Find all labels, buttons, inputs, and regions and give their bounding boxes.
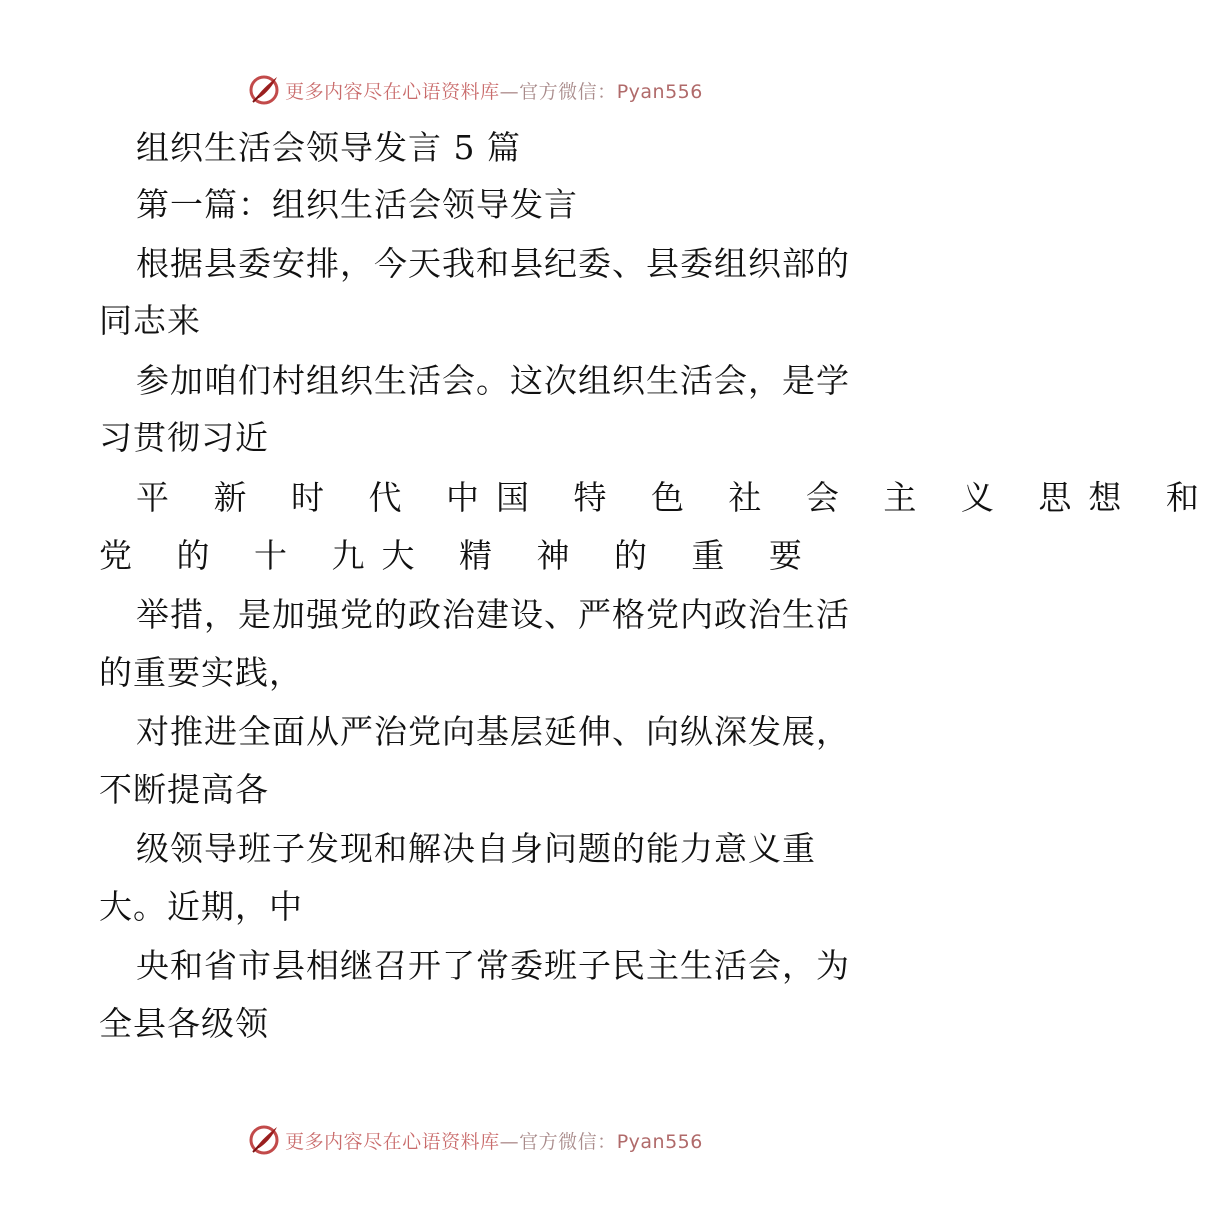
paragraph-line: 党 的 十 九大 精 神 的 重 要 (99, 536, 819, 575)
footer-banner (0, 1120, 950, 1160)
paragraph-line: 同志来 (99, 301, 201, 340)
paragraph-line: 对推进全面从严治党向基层延伸、向纵深发展， (136, 712, 850, 751)
banner-official: 官方微信： (519, 1130, 617, 1153)
paragraph-line: 举措，是加强党的政治建设、严格党内政治生活 (136, 595, 850, 634)
paragraph-line: 参加咱们村组织生活会。这次组织生活会，是学 (136, 361, 850, 400)
paragraph-line: 央和省市县相继召开了常委班子民主生活会，为 (136, 946, 850, 985)
paragraph-line: 平 新 时 代 中国 特 色 社 会 主 义 思想 和 (136, 478, 1216, 517)
banner-wechat-id: Pyan556 (616, 80, 703, 103)
banner-lead: 更多内容尽在心语资料库 (285, 80, 500, 103)
paragraph-line: 级领导班子发现和解决自身问题的能力意义重 (136, 829, 816, 868)
banner-dash: — (499, 80, 520, 103)
doc-title: 组织生活会领导发言 5 篇 (136, 128, 521, 167)
paragraph-line: 大。近期，中 (99, 887, 303, 926)
quill-logo-icon (247, 1123, 281, 1157)
paragraph-line: 全县各级领 (99, 1004, 269, 1043)
paragraph-line: 不断提高各 (99, 770, 269, 809)
paragraph-line: 习贯彻习近 (99, 418, 269, 457)
banner-lead: 更多内容尽在心语资料库 (285, 1130, 500, 1153)
banner-text (285, 1127, 703, 1154)
section-heading: 第一篇：组织生活会领导发言 (136, 185, 578, 224)
banner-wechat-id: Pyan556 (616, 1130, 703, 1153)
banner-official: 官方微信： (519, 80, 617, 103)
paragraph-line: 的重要实践， (99, 653, 303, 692)
banner-dash: — (499, 1130, 520, 1153)
paragraph-line: 根据县委安排，今天我和县纪委、县委组织部的 (136, 244, 850, 283)
